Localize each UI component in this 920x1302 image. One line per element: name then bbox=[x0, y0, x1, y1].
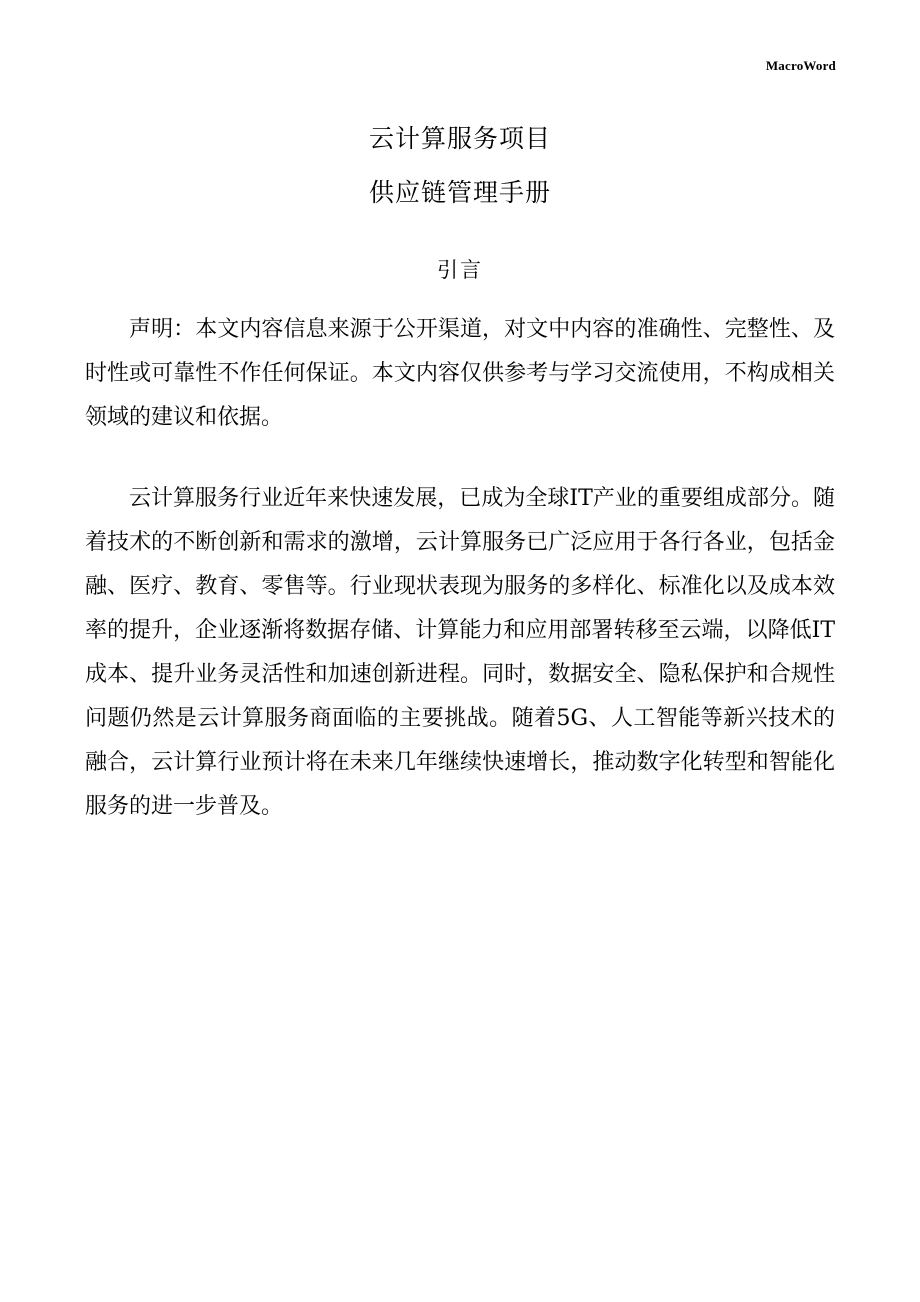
document-title-line-1: 云计算服务项目 bbox=[368, 124, 551, 153]
section-heading: 引言 bbox=[437, 258, 483, 282]
disclaimer-paragraph: 声明：本文内容信息来源于公开渠道，对文中内容的准确性、完整性、及时性或可靠性不作任何保证。本文内容仅供参考与学习交流使用，不构成相关领域的建议和依据。 bbox=[85, 317, 835, 430]
header-brand: MacroWord bbox=[765, 58, 836, 73]
intro-paragraph: 云计算服务行业近年来快速发展，已成为全球IT产业的重要组成部分。随着技术的不断创新和需求的激增，云计算服务已广泛应用于各行各业，包括金融、医疗、教育、零售等。行业现状表现为服务的多样化、标准化以及成本效率的提升，企业逐渐将数据存储、计算能力和应用部署转移至云端，以降低IT成本、提升业务灵活性和加速创新进程。同时，数据安全、隐私保护和合规性问题仍然是云计算服务商面临的主要挑战。随着5G、人工智能等新兴技术的融合，云计算行业预计将在未来几年继续快速增长，推动数字化转型和智能化服务的进一步普及。 bbox=[85, 486, 835, 819]
document-title-line-2: 供应链管理手册 bbox=[368, 178, 551, 207]
